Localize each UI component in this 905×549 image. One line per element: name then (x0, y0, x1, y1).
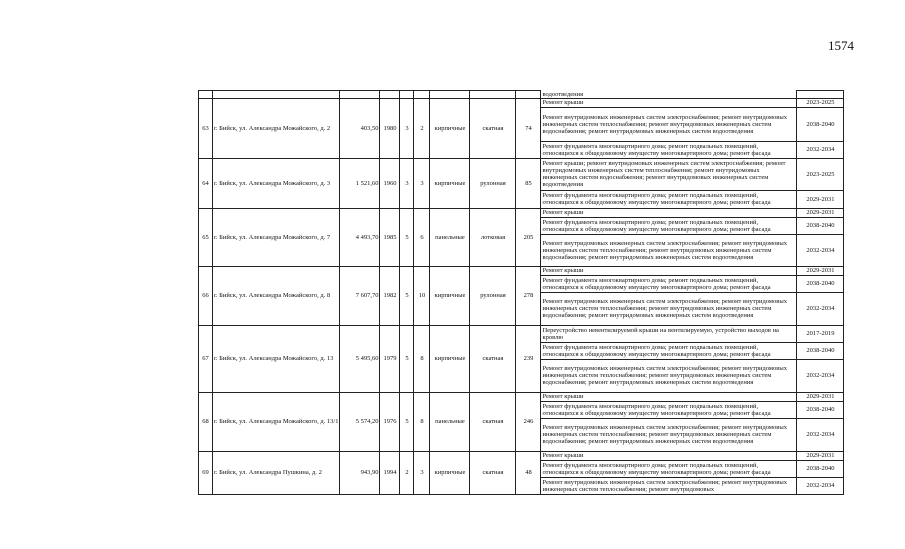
work-period: 2032-2034 (797, 292, 844, 325)
wall-material: панельные (430, 392, 470, 451)
work-period: 2032-2034 (797, 141, 844, 158)
floor-count: 5 (400, 266, 414, 325)
entrance-count: 10 (414, 266, 430, 325)
work-description: Ремонт крыши (541, 98, 797, 107)
empty-cell (400, 91, 414, 99)
house-number: 67 (199, 325, 213, 392)
roof-type: рулонная (470, 158, 516, 208)
work-period: 2029-2031 (797, 208, 844, 217)
work-period: 2029-2031 (797, 392, 844, 401)
roof-type: скатная (470, 325, 516, 392)
work-description: Ремонт фундамента многоквартирного дома; ремонт подвальных помещений, относящихся к общедомовому имуществу многоквартирного дома; ремонт фасада (541, 275, 797, 292)
house-area: 403,50 (340, 98, 380, 158)
house-address: г. Бийск, ул. Александра Можайского, д. 7 (213, 208, 340, 266)
table-row (199, 451, 844, 460)
empty-cell (199, 91, 213, 99)
flat-count: 246 (516, 392, 541, 451)
work-period: 2038-2040 (797, 342, 844, 359)
build-year: 1985 (380, 208, 400, 266)
work-period: 2017-2019 (797, 325, 844, 342)
build-year: 1960 (380, 158, 400, 208)
roof-type: скатная (470, 451, 516, 494)
table-row (199, 208, 844, 217)
flat-count: 85 (516, 158, 541, 208)
floor-count: 5 (400, 392, 414, 451)
house-area: 943,90 (340, 451, 380, 494)
work-period: 2029-2031 (797, 266, 844, 275)
wall-material: кирпичные (430, 266, 470, 325)
work-description: Ремонт крыши (541, 208, 797, 217)
entrance-count: 3 (414, 451, 430, 494)
roof-type: лотковая (470, 208, 516, 266)
flat-count: 48 (516, 451, 541, 494)
floor-count: 5 (400, 208, 414, 266)
wall-material: кирпичные (430, 325, 470, 392)
house-area: 5 495,60 (340, 325, 380, 392)
flat-count: 239 (516, 325, 541, 392)
empty-cell (213, 91, 340, 99)
house-address: г. Бийск, ул. Александра Можайского, д. 3 (213, 158, 340, 208)
empty-cell (470, 91, 516, 99)
work-period: 2032-2034 (797, 359, 844, 392)
work-description: Ремонт внутридомовых инженерных систем электроснабжения; ремонт внутридомовых инженерных систем теплоснабжения; ремонт внутридомовых инженерных систем водоснабжения; ремонт внутридомовых инженерных систем водоотведения (541, 292, 797, 325)
work-description: Ремонт внутридомовых инженерных систем электроснабжения; ремонт внутридомовых инженерных систем теплоснабжения; ремонт внутридомовых (541, 477, 797, 494)
table-row (199, 392, 844, 401)
build-year: 1980 (380, 98, 400, 158)
house-address: г. Бийск, ул. Александра Можайского, д. 13/1 (213, 392, 340, 451)
work-description: Ремонт внутридомовых инженерных систем электроснабжения; ремонт внутридомовых инженерных систем теплоснабжения; ремонт внутридомовых инженерных систем водоснабжения; ремонт внутридомовых инженерных систем водоотведения (541, 359, 797, 392)
house-area: 1 521,60 (340, 158, 380, 208)
table-row (199, 158, 844, 190)
work-description: Ремонт внутридомовых инженерных систем электроснабжения; ремонт внутридомовых инженерных систем теплоснабжения; ремонт внутридомовых инженерных систем водоснабжения; ремонт внутридомовых инженерных систем водоотведения (541, 234, 797, 266)
house-number: 66 (199, 266, 213, 325)
work-period: 2032-2034 (797, 477, 844, 494)
table-row (199, 98, 844, 107)
work-description: Ремонт фундамента многоквартирного дома; ремонт подвальных помещений, относящихся к общедомовому имуществу многоквартирного дома; ремонт фасада (541, 401, 797, 418)
work-description: водоотведения (541, 91, 797, 99)
page-number: 1574 (828, 38, 854, 53)
build-year: 1982 (380, 266, 400, 325)
wall-material: кирпичные (430, 98, 470, 158)
work-description: Ремонт фундамента многоквартирного дома; ремонт подвальных помещений, относящихся к общедомовому имуществу многоквартирного дома; ремонт фасада (541, 342, 797, 359)
work-description: Ремонт крыши (541, 266, 797, 275)
table-body (199, 91, 844, 495)
flat-count: 74 (516, 98, 541, 158)
work-period: 2029-2031 (797, 451, 844, 460)
work-period: 2023-2025 (797, 98, 844, 107)
work-description: Переустройство невентилируемой крыши на вентилируемую, устройство выходов на кровлю (541, 325, 797, 342)
entrance-count: 6 (414, 208, 430, 266)
house-address: г. Бийск, ул. Александра Можайского, д. 8 (213, 266, 340, 325)
roof-type: рулонная (470, 266, 516, 325)
empty-cell (380, 91, 400, 99)
table-row (199, 266, 844, 275)
house-number: 69 (199, 451, 213, 494)
floor-count: 3 (400, 98, 414, 158)
entrance-count: 3 (414, 158, 430, 208)
work-period: 2032-2034 (797, 418, 844, 451)
work-description: Ремонт фундамента многоквартирного дома; ремонт подвальных помещений, относящихся к общедомовому имуществу многоквартирного дома; ремонт фасада (541, 460, 797, 477)
empty-cell (516, 91, 541, 99)
work-period: 2038-2040 (797, 107, 844, 141)
work-description: Ремонт внутридомовых инженерных систем электроснабжения; ремонт внутридомовых инженерных систем теплоснабжения; ремонт внутридомовых инженерных систем водоснабжения; ремонт внутридомовых инженерных систем водоотведения (541, 107, 797, 141)
work-description: Ремонт крыши (541, 451, 797, 460)
work-description: Ремонт фундамента многоквартирного дома; ремонт подвальных помещений, относящихся к общедомовому имуществу многоквартирного дома; ремонт фасада (541, 190, 797, 208)
work-period: 2023-2025 (797, 158, 844, 190)
work-description: Ремонт внутридомовых инженерных систем электроснабжения; ремонт внутридомовых инженерных систем теплоснабжения; ремонт внутридомовых инженерных систем водоснабжения; ремонт внутридомовых инженерных систем водоотведения (541, 418, 797, 451)
house-address: г. Бийск, ул. Александра Можайского, д. 13 (213, 325, 340, 392)
build-year: 1976 (380, 392, 400, 451)
house-address: г. Бийск, ул. Александра Можайского, д. 2 (213, 98, 340, 158)
empty-cell (340, 91, 380, 99)
wall-material: панельные (430, 208, 470, 266)
house-address: г. Бийск, ул. Александра Пушкина, д. 2 (213, 451, 340, 494)
entrance-count: 2 (414, 98, 430, 158)
floor-count: 2 (400, 451, 414, 494)
empty-cell (797, 91, 844, 99)
work-description: Ремонт фундамента многоквартирного дома; ремонт подвальных помещений, относящихся к общедомовому имуществу многоквартирного дома; ремонт фасада (541, 217, 797, 234)
floor-count: 3 (400, 158, 414, 208)
build-year: 1979 (380, 325, 400, 392)
floor-count: 5 (400, 325, 414, 392)
work-period: 2038-2040 (797, 275, 844, 292)
house-area: 7 607,70 (340, 266, 380, 325)
wall-material: кирпичные (430, 158, 470, 208)
table-row (199, 325, 844, 342)
work-period: 2038-2040 (797, 217, 844, 234)
work-period: 2029-2031 (797, 190, 844, 208)
entrance-count: 8 (414, 392, 430, 451)
work-description: Ремонт фундамента многоквартирного дома; ремонт подвальных помещений, относящихся к общедомовому имуществу многоквартирного дома; ремонт фасада (541, 141, 797, 158)
house-number: 65 (199, 208, 213, 266)
roof-type: скатная (470, 392, 516, 451)
work-description: Ремонт крыши (541, 392, 797, 401)
empty-cell (430, 91, 470, 99)
house-area: 5 574,20 (340, 392, 380, 451)
flat-count: 205 (516, 208, 541, 266)
entrance-count: 8 (414, 325, 430, 392)
work-period: 2032-2034 (797, 234, 844, 266)
work-period: 2038-2040 (797, 460, 844, 477)
house-number: 64 (199, 158, 213, 208)
continuation-row (199, 91, 844, 99)
work-description: Ремонт крыши; ремонт внутридомовых инженерных систем электроснабжения; ремонт внутридомовых инженерных систем теплоснабжения; ремонт внутридомовых инженерных систем водоснабжения; ремонт внутридомовых инженерных систем водоотведения (541, 158, 797, 190)
house-number: 68 (199, 392, 213, 451)
house-area: 4 493,70 (340, 208, 380, 266)
house-number: 63 (199, 98, 213, 158)
build-year: 1994 (380, 451, 400, 494)
wall-material: кирпичные (430, 451, 470, 494)
roof-type: скатная (470, 98, 516, 158)
repair-program-table (198, 90, 844, 495)
work-period: 2038-2040 (797, 401, 844, 418)
flat-count: 278 (516, 266, 541, 325)
empty-cell (414, 91, 430, 99)
